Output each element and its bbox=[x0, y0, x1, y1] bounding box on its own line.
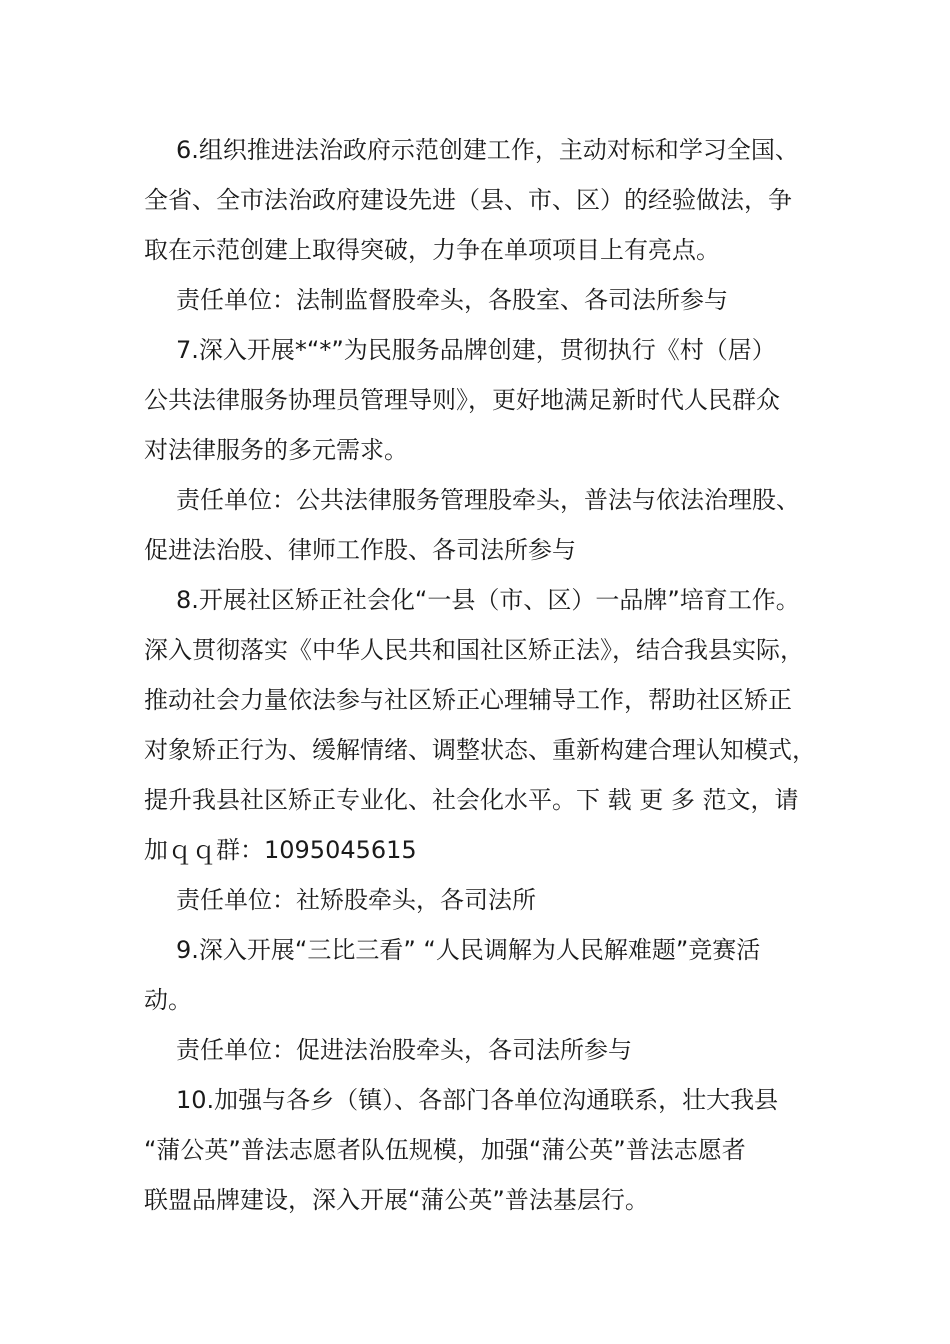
text-line-20: 10.加强与各乡（镇）、各部门各单位沟通联系，壮大我县 bbox=[176, 1086, 779, 1114]
text-line-10: 8.开展社区矫正社会化“一县（市、区）一品牌”培育工作。 bbox=[176, 586, 800, 614]
text-line-16: 责任单位：社矫股牵头，各司法所 bbox=[176, 886, 536, 914]
text-line-22: 联盟品牌建设，深入开展“蒲公英”普法基层行。 bbox=[144, 1186, 649, 1214]
text-line-14: 提升我县社区矫正专业化、社会化水平。下 载 更 多 范文，请 bbox=[144, 786, 799, 814]
text-line-2: 全省、全市法治政府建设先进（县、市、区）的经验做法，争 bbox=[144, 186, 792, 214]
text-line-18: 动。 bbox=[144, 986, 192, 1014]
text-line-12: 推动社会力量依法参与社区矫正心理辅导工作，帮助社区矫正 bbox=[144, 686, 792, 714]
text-line-19: 责任单位：促进法治股牵头，各司法所参与 bbox=[176, 1036, 632, 1064]
text-line-5: 7.深入开展*“*”为民服务品牌创建，贯彻执行《村（居） bbox=[176, 336, 776, 364]
text-line-13: 对象矫正行为、缓解情绪、调整状态、重新构建合理认知模式， bbox=[144, 736, 816, 764]
text-line-11: 深入贯彻落实《中华人民共和国社区矫正法》，结合我县实际， bbox=[144, 636, 804, 664]
text-line-7: 对法律服务的多元需求。 bbox=[144, 436, 408, 464]
text-line-15: 加ｑｑ群：1095045615 bbox=[144, 836, 417, 864]
text-line-8: 责任单位：公共法律服务管理股牵头，普法与依法治理股、 bbox=[176, 486, 800, 514]
text-line-17: 9.深入开展“三比三看” “人民调解为人民解难题”竞赛活 bbox=[176, 936, 761, 964]
text-line-21: “蒲公英”普法志愿者队伍规模，加强“蒲公英”普法志愿者 bbox=[144, 1136, 746, 1164]
text-line-1: 6.组织推进法治政府示范创建工作，主动对标和学习全国、 bbox=[176, 136, 799, 164]
text-line-9: 促进法治股、律师工作股、各司法所参与 bbox=[144, 536, 576, 564]
text-line-4: 责任单位：法制监督股牵头，各股室、各司法所参与 bbox=[176, 286, 728, 314]
text-line-6: 公共法律服务协理员管理导则》，更好地满足新时代人民群众 bbox=[144, 386, 780, 414]
text-line-3: 取在示范创建上取得突破，力争在单项项目上有亮点。 bbox=[144, 236, 720, 264]
